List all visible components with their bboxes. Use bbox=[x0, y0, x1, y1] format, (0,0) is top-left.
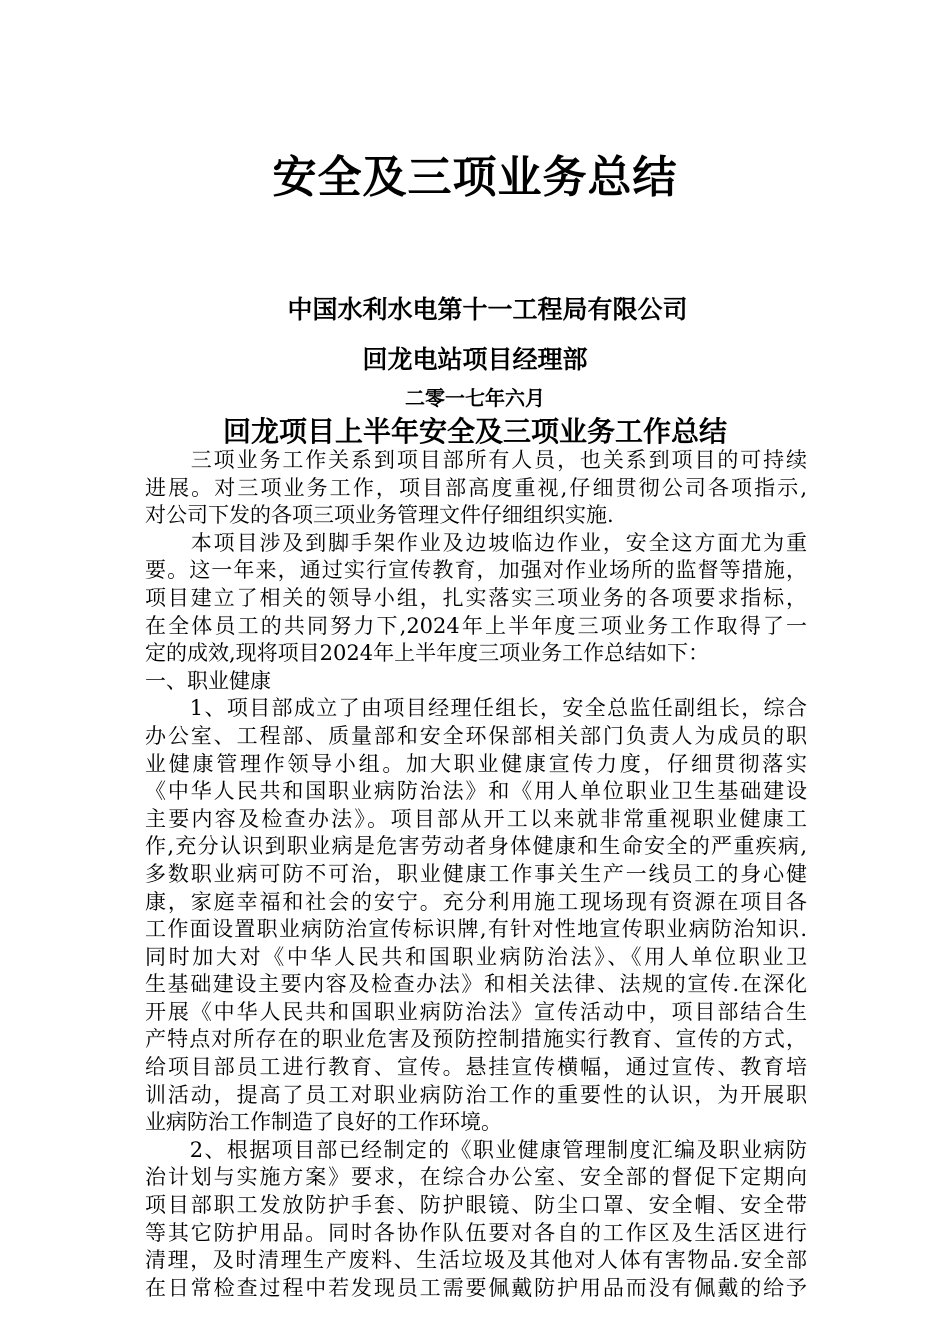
body-line: 产特点对所存在的职业危害及预防控制措施实行教育、宣传的方式， bbox=[145, 1027, 807, 1052]
body-line: 给项目部员工进行教育、宣传。悬挂宣传横幅，通过宣传、教育培 bbox=[145, 1055, 807, 1080]
body-line: 《中华人民共和国职业病防治法》和《用人单位职业卫生基础建设 bbox=[145, 779, 807, 804]
organization-name: 中国水利水电第十一工程局有限公司 bbox=[287, 295, 688, 324]
body-line: 多数职业病可防不可治，职业健康工作事关生产一线员工的身心健 bbox=[145, 861, 807, 886]
body-line: 2、根据项目部已经制定的《职业健康管理制度汇编及职业病防 bbox=[145, 1137, 807, 1162]
body-line: 本项目涉及到脚手架作业及边坡临边作业，安全这方面尤为重 bbox=[145, 530, 807, 555]
body-line: 训活动，提高了员工对职业病防治工作的重要性的认识，为开展职 bbox=[145, 1082, 807, 1107]
body-line: 作,充分认识到职业病是危害劳动者身体健康和生命安全的严重疾病, bbox=[145, 834, 807, 859]
body-line: 康，家庭幸福和社会的安宁。充分利用施工现场现有资源在项目各 bbox=[145, 889, 807, 914]
body-line: 办公室、工程部、质量部和安全环保部相关部门负责人为成员的职 bbox=[145, 723, 807, 748]
body-line: 在全体员工的共同努力下,2024年上半年度三项业务工作取得了一 bbox=[145, 613, 807, 638]
department-name: 回龙电站项目经理部 bbox=[362, 345, 588, 374]
body-line: 三项业务工作关系到项目部所有人员，也关系到项目的可持续 bbox=[145, 448, 807, 472]
document-date: 二零一七年六月 bbox=[405, 386, 545, 410]
body-line: 在日常检查过程中若发现员工需要佩戴防护用品而没有佩戴的给予 bbox=[145, 1275, 807, 1300]
body-line: 要。这一年来，通过实行宣传教育，加强对作业场所的监督等措施， bbox=[145, 558, 807, 583]
body-line: 业病防治工作制造了良好的工作环境。 bbox=[145, 1110, 502, 1135]
body-line: 进展。对三项业务工作，项目部高度重视,仔细贯彻公司各项指示, bbox=[145, 475, 807, 500]
body-line: 业健康管理作领导小组。加大职业健康宣传力度，仔细贯彻落实 bbox=[145, 751, 807, 776]
body-line: 项目部职工发放防护手套、防护眼镜、防尘口罩、安全帽、安全带 bbox=[145, 1193, 807, 1218]
document-title: 安全及三项业务总结 bbox=[272, 152, 678, 203]
section-heading: 一、职业健康 bbox=[145, 668, 271, 693]
body-line: 对公司下发的各项三项业务管理文件仔细组织实施. bbox=[145, 503, 614, 528]
body-line: 生基础建设主要内容及检查办法》和相关法律、法规的宣传.在深化 bbox=[145, 972, 807, 997]
report-subtitle: 回龙项目上半年安全及三项业务工作总结 bbox=[222, 415, 727, 448]
body-line: 定的成效,现将项目2024年上半年度三项业务工作总结如下： bbox=[145, 641, 710, 666]
body-line: 同时加大对《中华人民共和国职业病防治法》、《用人单位职业卫 bbox=[145, 944, 807, 969]
body-line: 开展《中华人民共和国职业病防治法》宣传活动中，项目部结合生 bbox=[145, 999, 807, 1024]
body-line: 治计划与实施方案》要求，在综合办公室、安全部的督促下定期向 bbox=[145, 1165, 807, 1190]
body-line: 工作面设置职业病防治宣传标识牌,有针对性地宣传职业病防治知识. bbox=[145, 917, 807, 942]
body-line: 主要内容及检查办法》。项目部从开工以来就非常重视职业健康工 bbox=[145, 806, 807, 831]
body-line: 1、项目部成立了由项目经理任组长，安全总监任副组长，综合 bbox=[145, 696, 807, 721]
body-line: 项目建立了相关的领导小组，扎实落实三项业务的各项要求指标， bbox=[145, 585, 807, 610]
body-line: 清理，及时清理生产废料、生活垃圾及其他对人体有害物品.安全部 bbox=[145, 1248, 807, 1273]
document-body bbox=[145, 447, 807, 1302]
body-line: 等其它防护用品。同时各协作队伍要对各自的工作区及生活区进行 bbox=[145, 1220, 807, 1245]
